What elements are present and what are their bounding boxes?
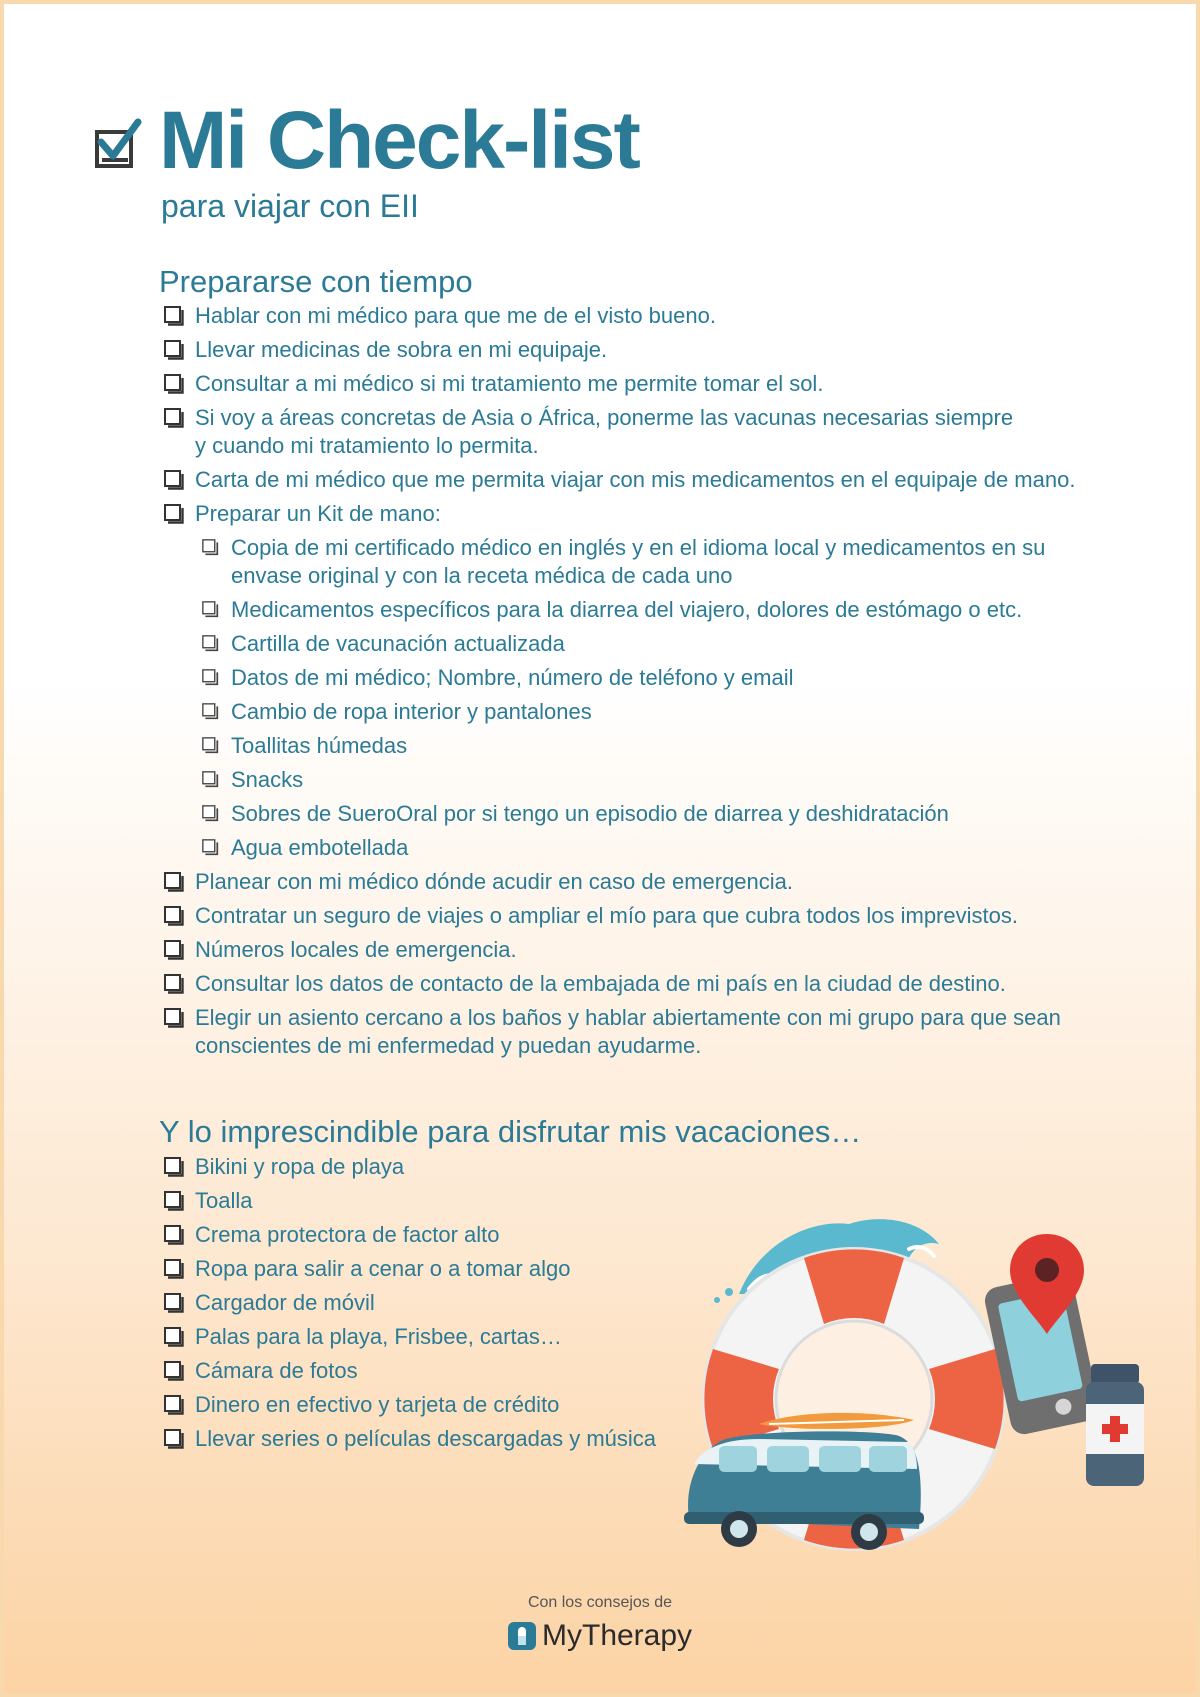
item-text: Datos de mi médico; Nombre, número de teléfono y email (231, 665, 794, 690)
checkbox-icon[interactable] (202, 771, 219, 788)
item-text: Llevar series o películas descargadas y música (195, 1426, 657, 1451)
item-text: Números locales de emergencia. (195, 937, 517, 962)
item-text: Contratar un seguro de viajes o ampliar el mío para que cubra todos los imprevistos. (195, 903, 1018, 928)
item-text: Bikini y ropa de playa (195, 1154, 405, 1179)
checkbox-icon[interactable] (164, 1361, 184, 1381)
travel-illustration (679, 1214, 1159, 1574)
checkbox-checked-icon (94, 116, 142, 170)
item-text: Toallitas húmedas (231, 733, 408, 758)
checkbox-icon[interactable] (202, 539, 219, 556)
item-text: Cámara de fotos (195, 1358, 358, 1383)
checkbox-icon[interactable] (164, 872, 184, 892)
item-text: Consultar los datos de contacto de la embajada de mi país en la ciudad de destino. (195, 971, 1006, 996)
item-text: Ropa para salir a cenar o a tomar algo (195, 1256, 571, 1281)
item-text-continued: envase original y con la receta médica de cada uno (231, 563, 733, 588)
checkbox-icon[interactable] (202, 805, 219, 822)
checkbox-icon[interactable] (164, 340, 184, 360)
item-text: Elegir un asiento cercano a los baños y hablar abiertamente con mi grupo para que sean (195, 1005, 1061, 1030)
checkbox-icon[interactable] (164, 1191, 184, 1211)
item-text: Medicamentos específicos para la diarrea del viajero, dolores de estómago o etc. (231, 597, 1023, 622)
checkbox-icon[interactable] (164, 1293, 184, 1313)
checkbox-icon[interactable] (164, 374, 184, 394)
item-text: Agua embotellada (231, 835, 409, 860)
item-text: Hablar con mi médico para que me de el visto bueno. (195, 303, 716, 328)
medicine-bottle-icon (1086, 1364, 1144, 1486)
footer-caption: Con los consejos de (527, 1594, 673, 1611)
item-text: Palas para la playa, Frisbee, cartas… (195, 1324, 562, 1349)
checkbox-icon[interactable] (164, 1157, 184, 1177)
page-title: Mi Check-list (159, 95, 639, 186)
checkbox-icon[interactable] (164, 408, 184, 428)
item-text: Si voy a áreas concretas de Asia o África, ponerme las vacunas necesarias siempre (195, 405, 1014, 430)
item-text: Llevar medicinas de sobra en mi equipaje. (195, 337, 608, 362)
section-title-prepare: Prepararse con tiempo (159, 264, 473, 299)
item-text: Cargador de móvil (195, 1290, 375, 1315)
checkbox-icon[interactable] (202, 839, 219, 856)
item-text: Crema protectora de factor alto (195, 1222, 500, 1247)
item-text-continued: conscientes de mi enfermedad y puedan ayudarme. (195, 1033, 702, 1058)
item-text: Preparar un Kit de mano: (195, 501, 441, 526)
checkbox-icon[interactable] (202, 737, 219, 754)
checkbox-icon[interactable] (164, 1395, 184, 1415)
item-text: Cartilla de vacunación actualizada (231, 631, 565, 656)
checkbox-icon[interactable] (164, 1225, 184, 1245)
item-text-continued: y cuando mi tratamiento lo permita. (195, 433, 539, 458)
checkbox-icon[interactable] (164, 974, 184, 994)
item-text: Toalla (195, 1188, 253, 1213)
item-text: Snacks (231, 767, 304, 792)
item-text: Consultar a mi médico si mi tratamiento me permite tomar el sol. (195, 371, 824, 396)
checkbox-icon[interactable] (202, 669, 219, 686)
checkbox-icon[interactable] (164, 906, 184, 926)
page-subtitle: para viajar con EII (161, 188, 419, 224)
section-title-vacation: Y lo imprescindible para disfrutar mis vacaciones… (159, 1114, 862, 1149)
checkbox-icon[interactable] (202, 635, 219, 652)
checkbox-icon[interactable] (164, 1429, 184, 1449)
checkbox-icon[interactable] (164, 470, 184, 490)
item-text: Sobres de SueroOral por si tengo un episodio de diarrea y deshidratación (231, 801, 949, 826)
checkbox-icon[interactable] (164, 306, 184, 326)
brand-name: MyTherapy (542, 1619, 693, 1652)
item-text: Planear con mi médico dónde acudir en caso de emergencia. (195, 869, 794, 894)
checkbox-icon[interactable] (202, 601, 219, 618)
checkbox-icon[interactable] (164, 1259, 184, 1279)
item-text: Dinero en efectivo y tarjeta de crédito (195, 1392, 560, 1417)
checkbox-icon[interactable] (202, 703, 219, 720)
item-text: Carta de mi médico que me permita viajar con mis medicamentos en el equipaje de mano. (195, 467, 1076, 492)
checkbox-icon[interactable] (164, 504, 184, 524)
item-text: Cambio de ropa interior y pantalones (231, 699, 592, 724)
checkbox-icon[interactable] (164, 1327, 184, 1347)
item-text: Copia de mi certificado médico en inglés y en el idioma local y medicamentos en su (231, 535, 1046, 560)
mytherapy-app-icon (508, 1622, 536, 1650)
checkbox-icon[interactable] (164, 1008, 184, 1028)
checkbox-icon[interactable] (164, 940, 184, 960)
